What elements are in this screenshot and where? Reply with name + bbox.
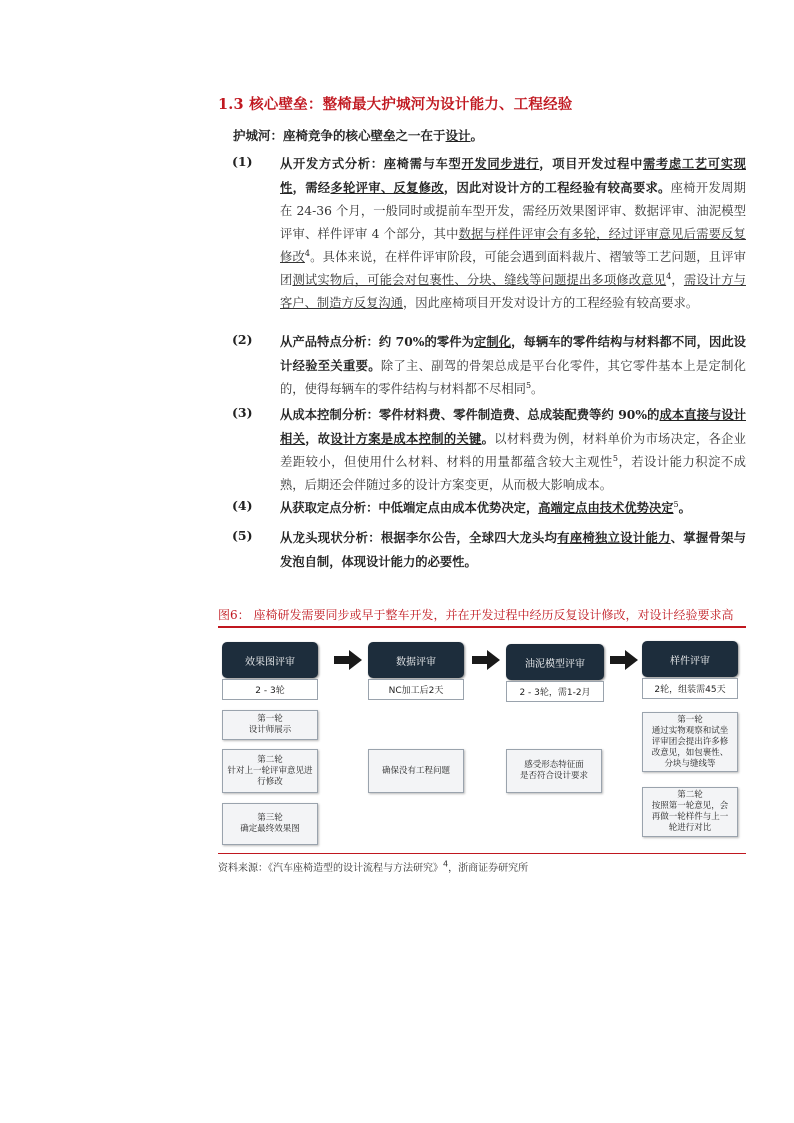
text-run: 定制化 xyxy=(473,334,512,349)
stage-note: 第一轮 通过实物观察和试坐 评审团会提出许多修 改意见，如包裹性、 分块与缝线等 xyxy=(642,712,738,772)
text-run: 数据与样件评审会有多轮，经过评审意见后需要反复修改 xyxy=(280,227,746,264)
text-run: 从获取定点分析：中低端定点由成本优势决定， xyxy=(280,500,539,515)
text-run: 测试实物后，可能会对包裹性、分块、缝线等问题提出多项修改意见 xyxy=(292,273,667,287)
text-run: 设计方案是成本控制的关键 xyxy=(330,431,482,446)
text-run: 需考虑工艺可实现性 xyxy=(280,156,746,195)
stage-sub-data-review: NC加工后2天 xyxy=(368,679,464,700)
text-run: 多轮评审、反复修改 xyxy=(330,180,444,195)
text-run: ，故 xyxy=(305,431,331,446)
item-text xyxy=(280,152,746,315)
item-text xyxy=(280,496,746,520)
text-run: 、掌握骨架与发泡自制，体现设计能力的必要性。 xyxy=(280,530,746,569)
figure-top-rule xyxy=(218,626,746,628)
section-heading: 1.3 核心壁垒：整椅最大护城河为设计能力、工程经验 xyxy=(218,96,573,113)
text-run: 。具体来说，在样件评审阶段，可能会遇到面料裁片、褶皱等工艺问题，且评审团 xyxy=(280,250,746,287)
footnote-ref: 5 xyxy=(525,380,532,390)
arrow-right-icon xyxy=(334,650,362,670)
arrow-right-icon xyxy=(610,650,638,670)
figure-source xyxy=(218,859,528,874)
lead-suffix: 。 xyxy=(470,128,484,143)
text-run: 。 xyxy=(678,500,691,515)
footnote-ref: 5 xyxy=(612,453,618,463)
text-run: 座椅开发周期在 24-36 个月，一般同时或提前车型开发，需经历效果图评审、数据评审、油泥模型评审、样件评审 4 个部分，其中 xyxy=(280,181,746,241)
stage-header-prototype-review: 样件评审 xyxy=(642,641,738,677)
stage-note: 确保没有工程问题 xyxy=(368,749,464,793)
source-text: 资料来源：《汽车座椅造型的设计流程与方法研究》 xyxy=(218,863,443,874)
item-text xyxy=(280,526,746,574)
arrow-right-icon xyxy=(472,650,500,670)
text-run: 。 xyxy=(481,431,495,446)
stage-note: 第三轮 确定最终效果图 xyxy=(222,803,318,845)
text-run: ，因此对设计方的工程经验有较高要求。 xyxy=(443,180,671,195)
stage-header-rendering-review: 效果图评审 xyxy=(222,642,318,678)
footnote-ref: 4 xyxy=(304,248,311,258)
stage-note: 第一轮 设计师展示 xyxy=(222,710,318,740)
footnote-ref: 4 xyxy=(666,271,672,281)
text-run: 成本直接与设计相关 xyxy=(280,407,746,446)
stage-sub-clay-model-review: 2 - 3轮，需1-2月 xyxy=(506,681,604,702)
item-number: (2) xyxy=(232,332,253,347)
item-number: (5) xyxy=(232,528,253,543)
stage-header-data-review: 数据评审 xyxy=(368,642,464,678)
item-text xyxy=(280,403,746,497)
item-number: (4) xyxy=(232,498,253,513)
lead-prefix: 护城河：座椅竞争的核心壁垒之一在于 xyxy=(233,128,446,143)
item-number: (1) xyxy=(232,154,253,169)
text-run: 从龙头现状分析：根据李尔公告，全球四大龙头均 xyxy=(280,530,558,545)
item-number: (3) xyxy=(232,405,253,420)
stage-sub-prototype-review: 2轮，组装需45天 xyxy=(642,678,738,699)
text-run: 高端定点由技术优势决定 xyxy=(538,500,674,515)
stage-note: 第二轮 按照第一轮意见，会 再做一轮样件与上一 轮进行对比 xyxy=(642,787,738,837)
text-run: ，若设计能力积淀不成熟，后期还会伴随过多的设计方案变更，从而极大影响成本。 xyxy=(280,455,746,492)
moat-lead xyxy=(233,126,483,144)
stage-note: 感受形态特征面 是否符合设计要求 xyxy=(506,749,602,793)
source-suffix: ，浙商证券研究所 xyxy=(448,863,529,874)
text-run: ，项目开发过程中 xyxy=(539,156,643,171)
source-ref: 4 xyxy=(443,859,449,869)
text-run: 。 xyxy=(531,382,544,396)
lead-underlined: 设计 xyxy=(445,128,471,143)
stage-sub-rendering-review: 2 - 3轮 xyxy=(222,679,318,700)
text-run: 以材料费为例，材料单价为市场决定，各企业差距较小，但使用什么材料、材料的用量都蕴含较大主观性 xyxy=(280,432,746,469)
figure-bottom-rule xyxy=(218,853,746,854)
text-run: 从成本控制分析：零件材料费、零件制造费、总成装配费等约 90%的 xyxy=(280,407,660,422)
figure-caption: 图6： 座椅研发需要同步或早于整车开发，并在开发过程中经历反复设计修改，对设计经验要求高 xyxy=(218,608,734,622)
item-text xyxy=(280,330,746,401)
text-run: 需设计方与客户、制造方反复沟通 xyxy=(280,273,746,310)
text-run: 开发同步进行 xyxy=(461,156,540,171)
stage-header-clay-model-review: 油泥模型评审 xyxy=(506,644,604,680)
text-run: 除了主、副驾的骨架总成是平台化零件，其它零件基本上是定制化的，使得每辆车的零件结构与材料都不尽相同 xyxy=(280,359,746,396)
text-run: ，每辆车的零件结构与材料都不同，因此设计经验至关重要。 xyxy=(280,334,746,373)
text-run: 有座椅独立设计能力 xyxy=(557,530,671,545)
stage-note: 第二轮 针对上一轮评审意见进 行修改 xyxy=(222,749,318,793)
text-run: ， xyxy=(671,273,684,287)
footnote-ref: 5 xyxy=(673,499,679,509)
text-run: ，需经 xyxy=(292,180,331,195)
text-run: 从开发方式分析：座椅需与车型 xyxy=(280,156,462,171)
text-run: 从产品特点分析：约 70%的零件为 xyxy=(280,334,474,349)
text-run: ，因此座椅项目开发对设计方的工程经验有较高要求。 xyxy=(402,296,699,310)
